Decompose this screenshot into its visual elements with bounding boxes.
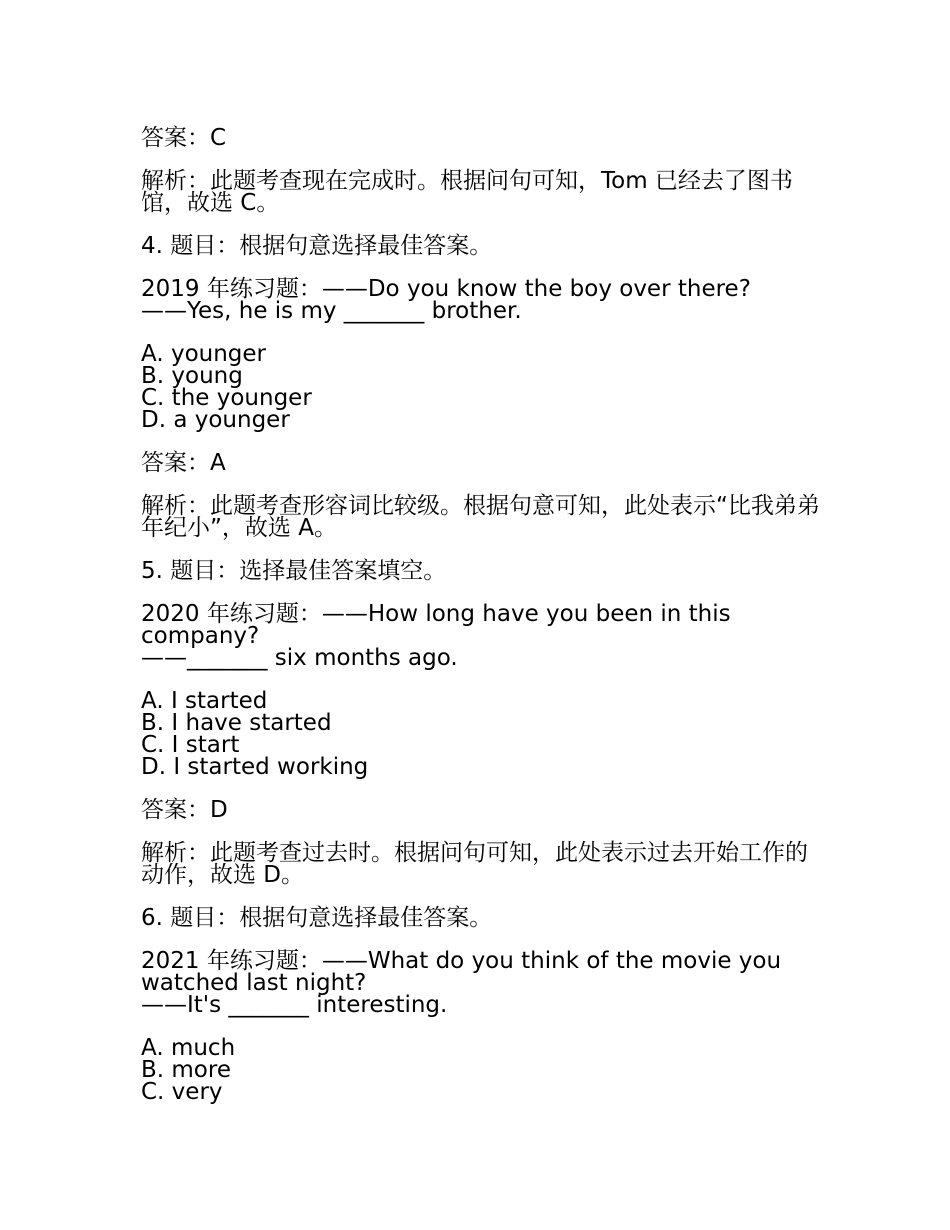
q5-analysis — [141, 842, 821, 886]
option-d: D. a younger — [141, 407, 290, 433]
stem-line: ——Yes, he is my _______ brother. — [141, 298, 522, 324]
option-b: B. I have started — [141, 710, 332, 736]
stem-line: 2019 年练习题：——Do you know the boy over there? — [141, 276, 751, 302]
q4-options — [141, 343, 821, 431]
option-a: A. I started — [141, 688, 268, 714]
q4-analysis — [141, 495, 821, 539]
question-title: 6. 题目：根据句意选择最佳答案。 — [141, 905, 493, 931]
q4-stem — [141, 278, 821, 322]
question-title: 4. 题目：根据句意选择最佳答案。 — [141, 233, 493, 259]
option-d: D. I started working — [141, 754, 369, 780]
option-c: C. the younger — [141, 385, 312, 411]
q4-title — [141, 235, 821, 257]
document-page — [141, 127, 821, 1124]
q5-stem — [141, 603, 821, 669]
q5-title — [141, 560, 821, 582]
q6-options — [141, 1037, 821, 1103]
answer-text: 答案：D — [141, 797, 228, 823]
analysis-text: 解析：此题考查过去时。根据问句可知，此处表示过去开始工作的动作，故选 D。 — [141, 840, 808, 888]
option-b: B. young — [141, 363, 243, 389]
stem-line: ——It's _______ interesting. — [141, 992, 448, 1018]
analysis-text: 解析：此题考查现在完成时。根据问句可知，Tom 已经去了图书馆，故选 C。 — [141, 168, 793, 216]
stem-line: ——_______ six months ago. — [141, 645, 458, 671]
answer-text: 答案：A — [141, 450, 226, 476]
q6-title — [141, 907, 821, 929]
q6-stem — [141, 950, 821, 1016]
option-c: C. very — [141, 1079, 223, 1105]
analysis-text: 解析：此题考查形容词比较级。根据句意可知，此处表示“比我弟弟年纪小”，故选 A。 — [141, 493, 820, 541]
question-title: 5. 题目：选择最佳答案填空。 — [141, 558, 447, 584]
q5-options — [141, 690, 821, 778]
q3-analysis — [141, 170, 821, 214]
option-b: B. more — [141, 1057, 231, 1083]
option-c: C. I start — [141, 732, 240, 758]
q3-answer — [141, 127, 821, 149]
option-a: A. much — [141, 1035, 236, 1061]
answer-text: 答案：C — [141, 125, 227, 151]
q4-answer — [141, 452, 821, 474]
q5-answer — [141, 799, 821, 821]
stem-line: 2020 年练习题：——How long have you been in this company? — [141, 601, 738, 649]
stem-line: 2021 年练习题：——What do you think of the movie you watched last night? — [141, 948, 789, 996]
option-a: A. younger — [141, 341, 266, 367]
